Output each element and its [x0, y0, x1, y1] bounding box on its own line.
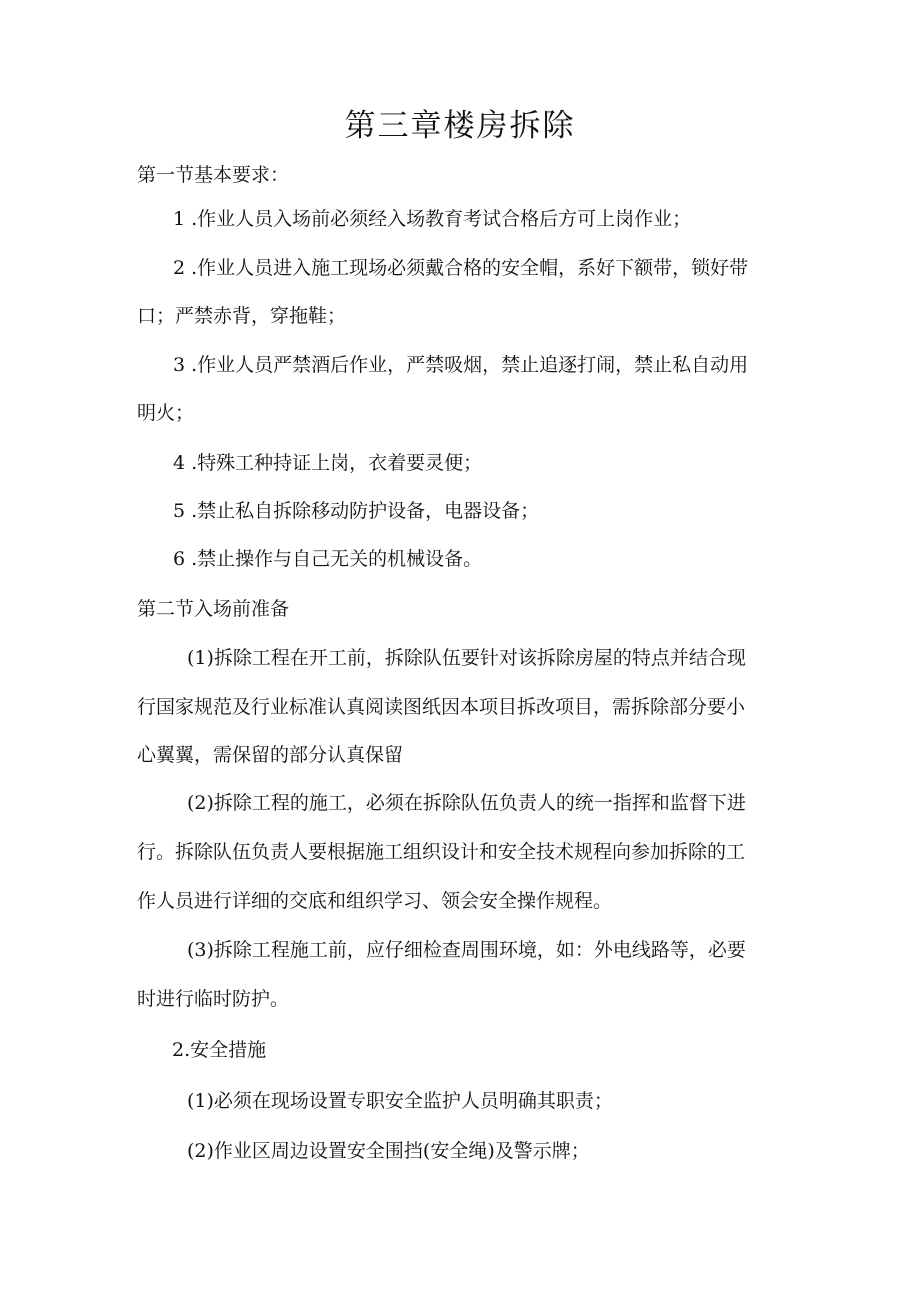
text-line: (1)拆除工程在开工前，拆除队伍要针对该拆除房屋的特点并结合现: [187, 647, 746, 669]
document-title: 第三章楼房拆除: [344, 108, 576, 144]
subsection-heading: 2.安全措施: [172, 1039, 267, 1061]
text-line: 2 .作业人员进入施工现场必须戴合格的安全帽，系好下额带，锁好带: [173, 257, 749, 279]
section-heading: 第二节入场前准备: [137, 598, 290, 620]
text-line: (2)作业区周边设置安全围挡(安全绳)及警示牌；: [187, 1140, 590, 1162]
text-line: 心翼翼，需保留的部分认真保留: [137, 744, 404, 766]
text-line: 明火；: [137, 402, 195, 424]
text-line: (3)拆除工程施工前，应仔细检查周围环境，如：外电线路等，必要: [187, 939, 746, 961]
text-line: 1 .作业人员入场前必须经入场教育考试合格后方可上岗作业；: [173, 208, 692, 230]
text-line: 作人员进行详细的交底和组织学习、领会安全操作规程。: [137, 890, 613, 912]
text-line: 3 .作业人员严禁酒后作业，严禁吸烟，禁止追逐打闹，禁止私自动用: [173, 354, 749, 376]
text-line: 行。拆除队伍负责人要根据施工组织设计和安全技术规程向参加拆除的工: [137, 841, 746, 863]
text-line: 4 .特殊工种持证上岗，衣着要灵便；: [173, 452, 483, 474]
text-line: 6 .禁止操作与自己无关的机械设备。: [173, 548, 483, 570]
text-line: 时进行临时防护。: [137, 988, 290, 1010]
text-line: (2)拆除工程的施工，必须在拆除队伍负责人的统一指挥和监督下进: [187, 792, 746, 814]
text-line: 5 .禁止私自拆除移动防护设备，电器设备；: [173, 500, 540, 522]
text-line: (1)必须在现场设置专职安全监护人员明确其职责；: [187, 1090, 613, 1112]
text-line: 口；严禁赤背，穿拖鞋；: [137, 305, 347, 327]
section-heading: 第一节基本要求：: [137, 164, 290, 186]
text-line: 行国家规范及行业标准认真阅读图纸因本项目拆改项目，需拆除部分要小: [137, 696, 746, 718]
